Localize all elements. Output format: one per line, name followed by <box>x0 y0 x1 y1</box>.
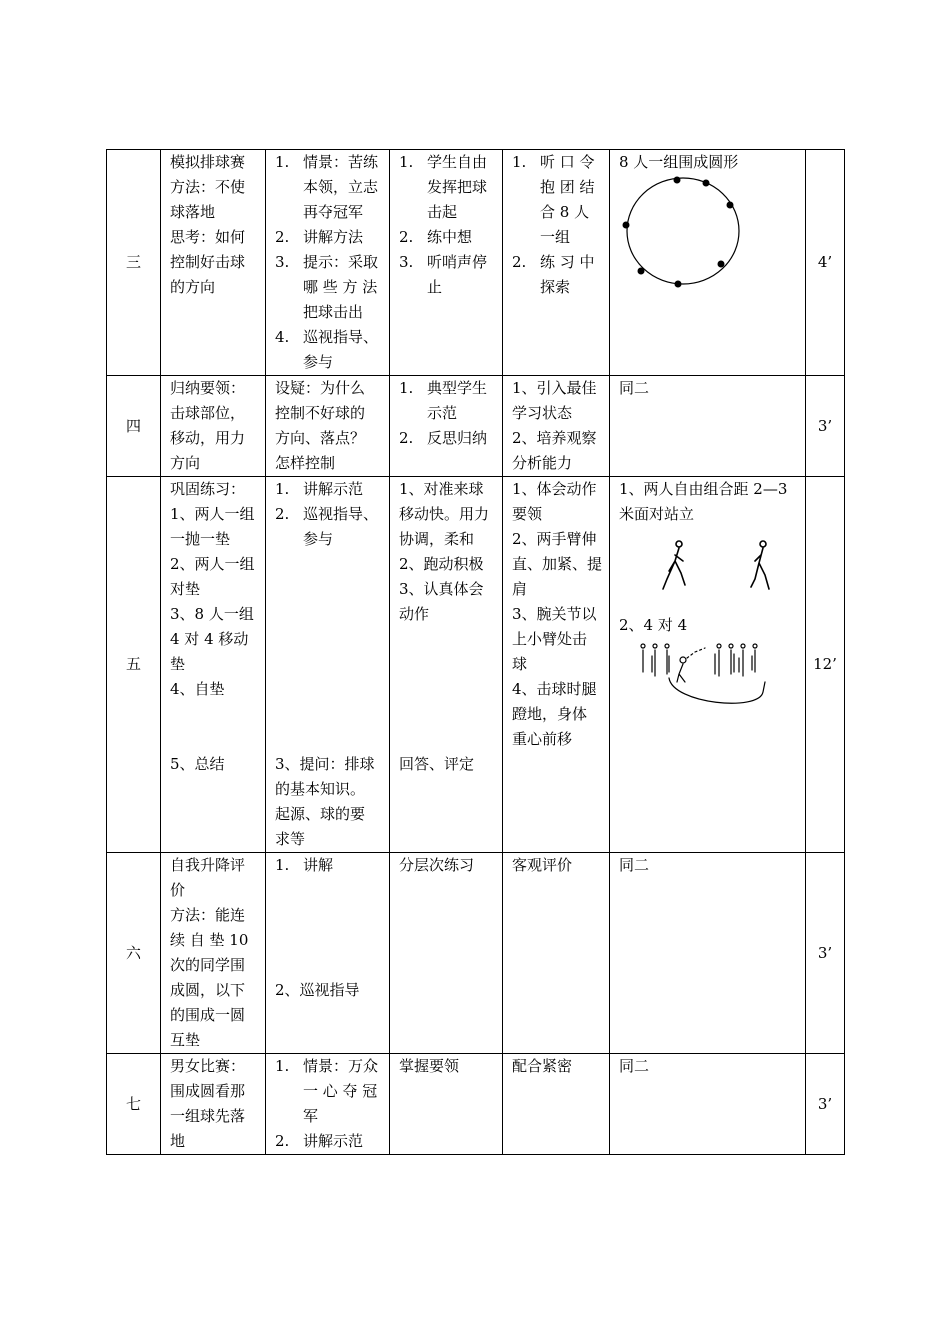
teacher-cell: 1. 讲解示范 2. 巡视指导、 参与 3、提问：排球 的基本知识。 起源、球的要 求等 <box>266 477 390 853</box>
table-row <box>107 150 845 376</box>
organization-cell: 同二 <box>610 853 806 1054</box>
stage-cell: 三 <box>107 150 161 376</box>
organization-cell: 同二 <box>610 376 806 477</box>
content-cell: 男女比赛： 围成圆看那 一组球先落 地 <box>161 1054 266 1155</box>
student-cell: 分层次练习 <box>390 853 503 1054</box>
student-cell: 1. 典型学生 示范 2. 反思归纳 <box>390 376 503 477</box>
stage-cell: 四 <box>107 376 161 477</box>
goal-cell: 客观评价 <box>503 853 610 1054</box>
teacher-cell: 1. 情景：苦练 本领，立志 再夺冠军 2. 讲解方法 3. 提示：采取 哪 些 方 法 把球击出 4. 巡视指导、 参与 <box>266 150 390 376</box>
content-cell: 归纳要领： 击球部位， 移动，用力 方向 <box>161 376 266 477</box>
pair-passing-diagram <box>639 535 789 607</box>
time-cell: 12’ <box>806 477 845 853</box>
goal-cell: 1. 听 口 令 抱 团 结 合 8 人 一组 2. 练 习 中 探索 <box>503 150 610 376</box>
organization-cell: 8 人一组围成圆形 <box>610 150 806 376</box>
teacher-cell: 1. 讲解 2、巡视指导 <box>266 853 390 1054</box>
table-row <box>107 477 845 853</box>
table-row <box>107 853 845 1054</box>
table-row <box>107 1054 845 1155</box>
stage-cell: 七 <box>107 1054 161 1155</box>
stage-cell: 六 <box>107 853 161 1054</box>
four-versus-four-diagram <box>639 642 789 722</box>
content-cell: 自我升降评 价 方法：能连 续 自 垫 10 次的同学围 成圆，以下 的围成一圆 互垫 <box>161 853 266 1054</box>
organization-cell: 1、两人自由组合距 2—3 米面对站立 2、4 对 4 <box>610 477 806 853</box>
content-cell: 巩固练习： 1、两人一组 一抛一垫 2、两人一组 对垫 3、8 人一组 4 对 4 移动 垫 4、自垫 5、总结 <box>161 477 266 853</box>
goal-cell: 1、体会动作 要领 2、两手臂伸 直、加紧、提 肩 3、腕关节以 上小臂处击 球 4、击球时腿 蹬地，身体 重心前移 <box>503 477 610 853</box>
goal-cell: 配合紧密 <box>503 1054 610 1155</box>
student-cell: 1. 学生自由 发挥把球 击起 2. 练中想 3. 听哨声停 止 <box>390 150 503 376</box>
time-cell: 4’ <box>806 150 845 376</box>
circle-formation-diagram <box>621 175 751 293</box>
teacher-cell: 设疑：为什么 控制不好球的 方向、落点？ 怎样控制 <box>266 376 390 477</box>
time-cell: 3’ <box>806 376 845 477</box>
time-cell: 3’ <box>806 1054 845 1155</box>
content-cell: 模拟排球赛 方法：不使 球落地 思考：如何 控制好击球 的方向 <box>161 150 266 376</box>
student-cell: 1、对准来球 移动快。用力 协调，柔和 2、跑动积极 3、认真体会 动作 回答、评定 <box>390 477 503 853</box>
table-row <box>107 376 845 477</box>
teacher-cell: 1. 情景：万众 一 心 夺 冠 军 2. 讲解示范 <box>266 1054 390 1155</box>
student-cell: 掌握要领 <box>390 1054 503 1155</box>
goal-cell: 1、引入最佳 学习状态 2、培养观察 分析能力 <box>503 376 610 477</box>
organization-cell: 同二 <box>610 1054 806 1155</box>
time-cell: 3’ <box>806 853 845 1054</box>
lesson-plan-table <box>106 149 845 1155</box>
stage-cell: 五 <box>107 477 161 853</box>
